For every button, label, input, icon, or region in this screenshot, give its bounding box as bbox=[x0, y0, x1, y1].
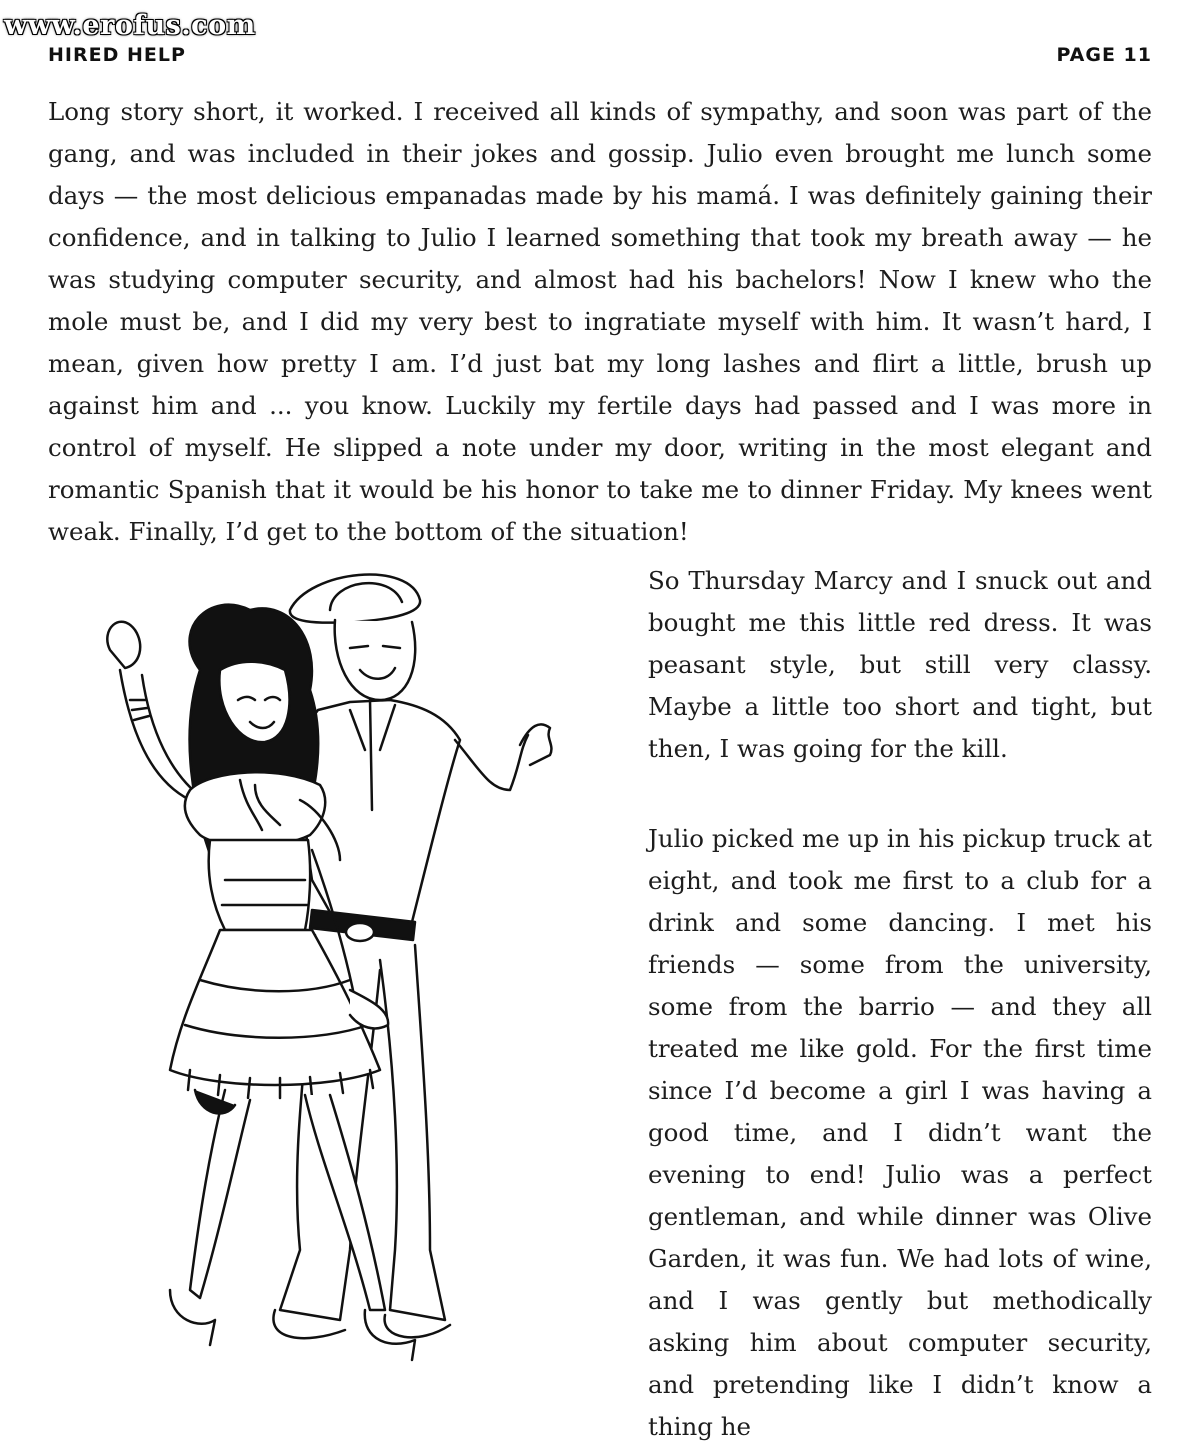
page-number: PAGE 11 bbox=[1056, 44, 1152, 66]
site-watermark: www.erofus.com bbox=[4, 10, 256, 41]
column-paragraph-1: So Thursday Marcy and I snuck out and bought me this little red dress. It was peasant style, but still very classy. Maybe a little too short and tight, but then, I was going for the kill. bbox=[648, 566, 1152, 763]
column-paragraph-2: Julio picked me up in his pickup truck at eight, and took me first to a club for a drink and some dancing. I met his friends — some from the university, some from the barrio — and they all treated me like gold. For the first time since I’d become a girl I was having a good time, and I didn’t want the evening to end! Julio was a perfect gentleman, and while dinner was Olive Garden, it was fun. We had lots of wine, and I was gently but methodically asking him about computer security, and pretending like I didn’t know a thing he bbox=[648, 824, 1152, 1441]
book-title: HIRED HELP bbox=[48, 44, 186, 66]
intro-paragraph: Long story short, it worked. I received all kinds of sympathy, and soon was part of the gang, and was included in their jokes and gossip. Julio even brought me lunch some days — the most delicious empanadas made by his mamá. I was definitely gaining their confidence, and in talking to Julio I learned something that took my breath away — he was studying computer security, and almost had his bachelors! Now I knew who the mole must be, and I did my very best to ingratiate myself with him. It wasn’t hard, I mean, given how pretty I am. I’d just bat my long lashes and flirt a little, brush up against him and ... you know. Luckily my fertile days had passed and I was more in control of myself. He slipped a note under my door, writing in the most elegant and romantic Spanish that it would be his honor to take me to dinner Friday. My knees went weak. Finally, I’d get to the bottom of the situation! bbox=[48, 97, 1152, 546]
couple-dancing-illustration bbox=[50, 550, 610, 1400]
